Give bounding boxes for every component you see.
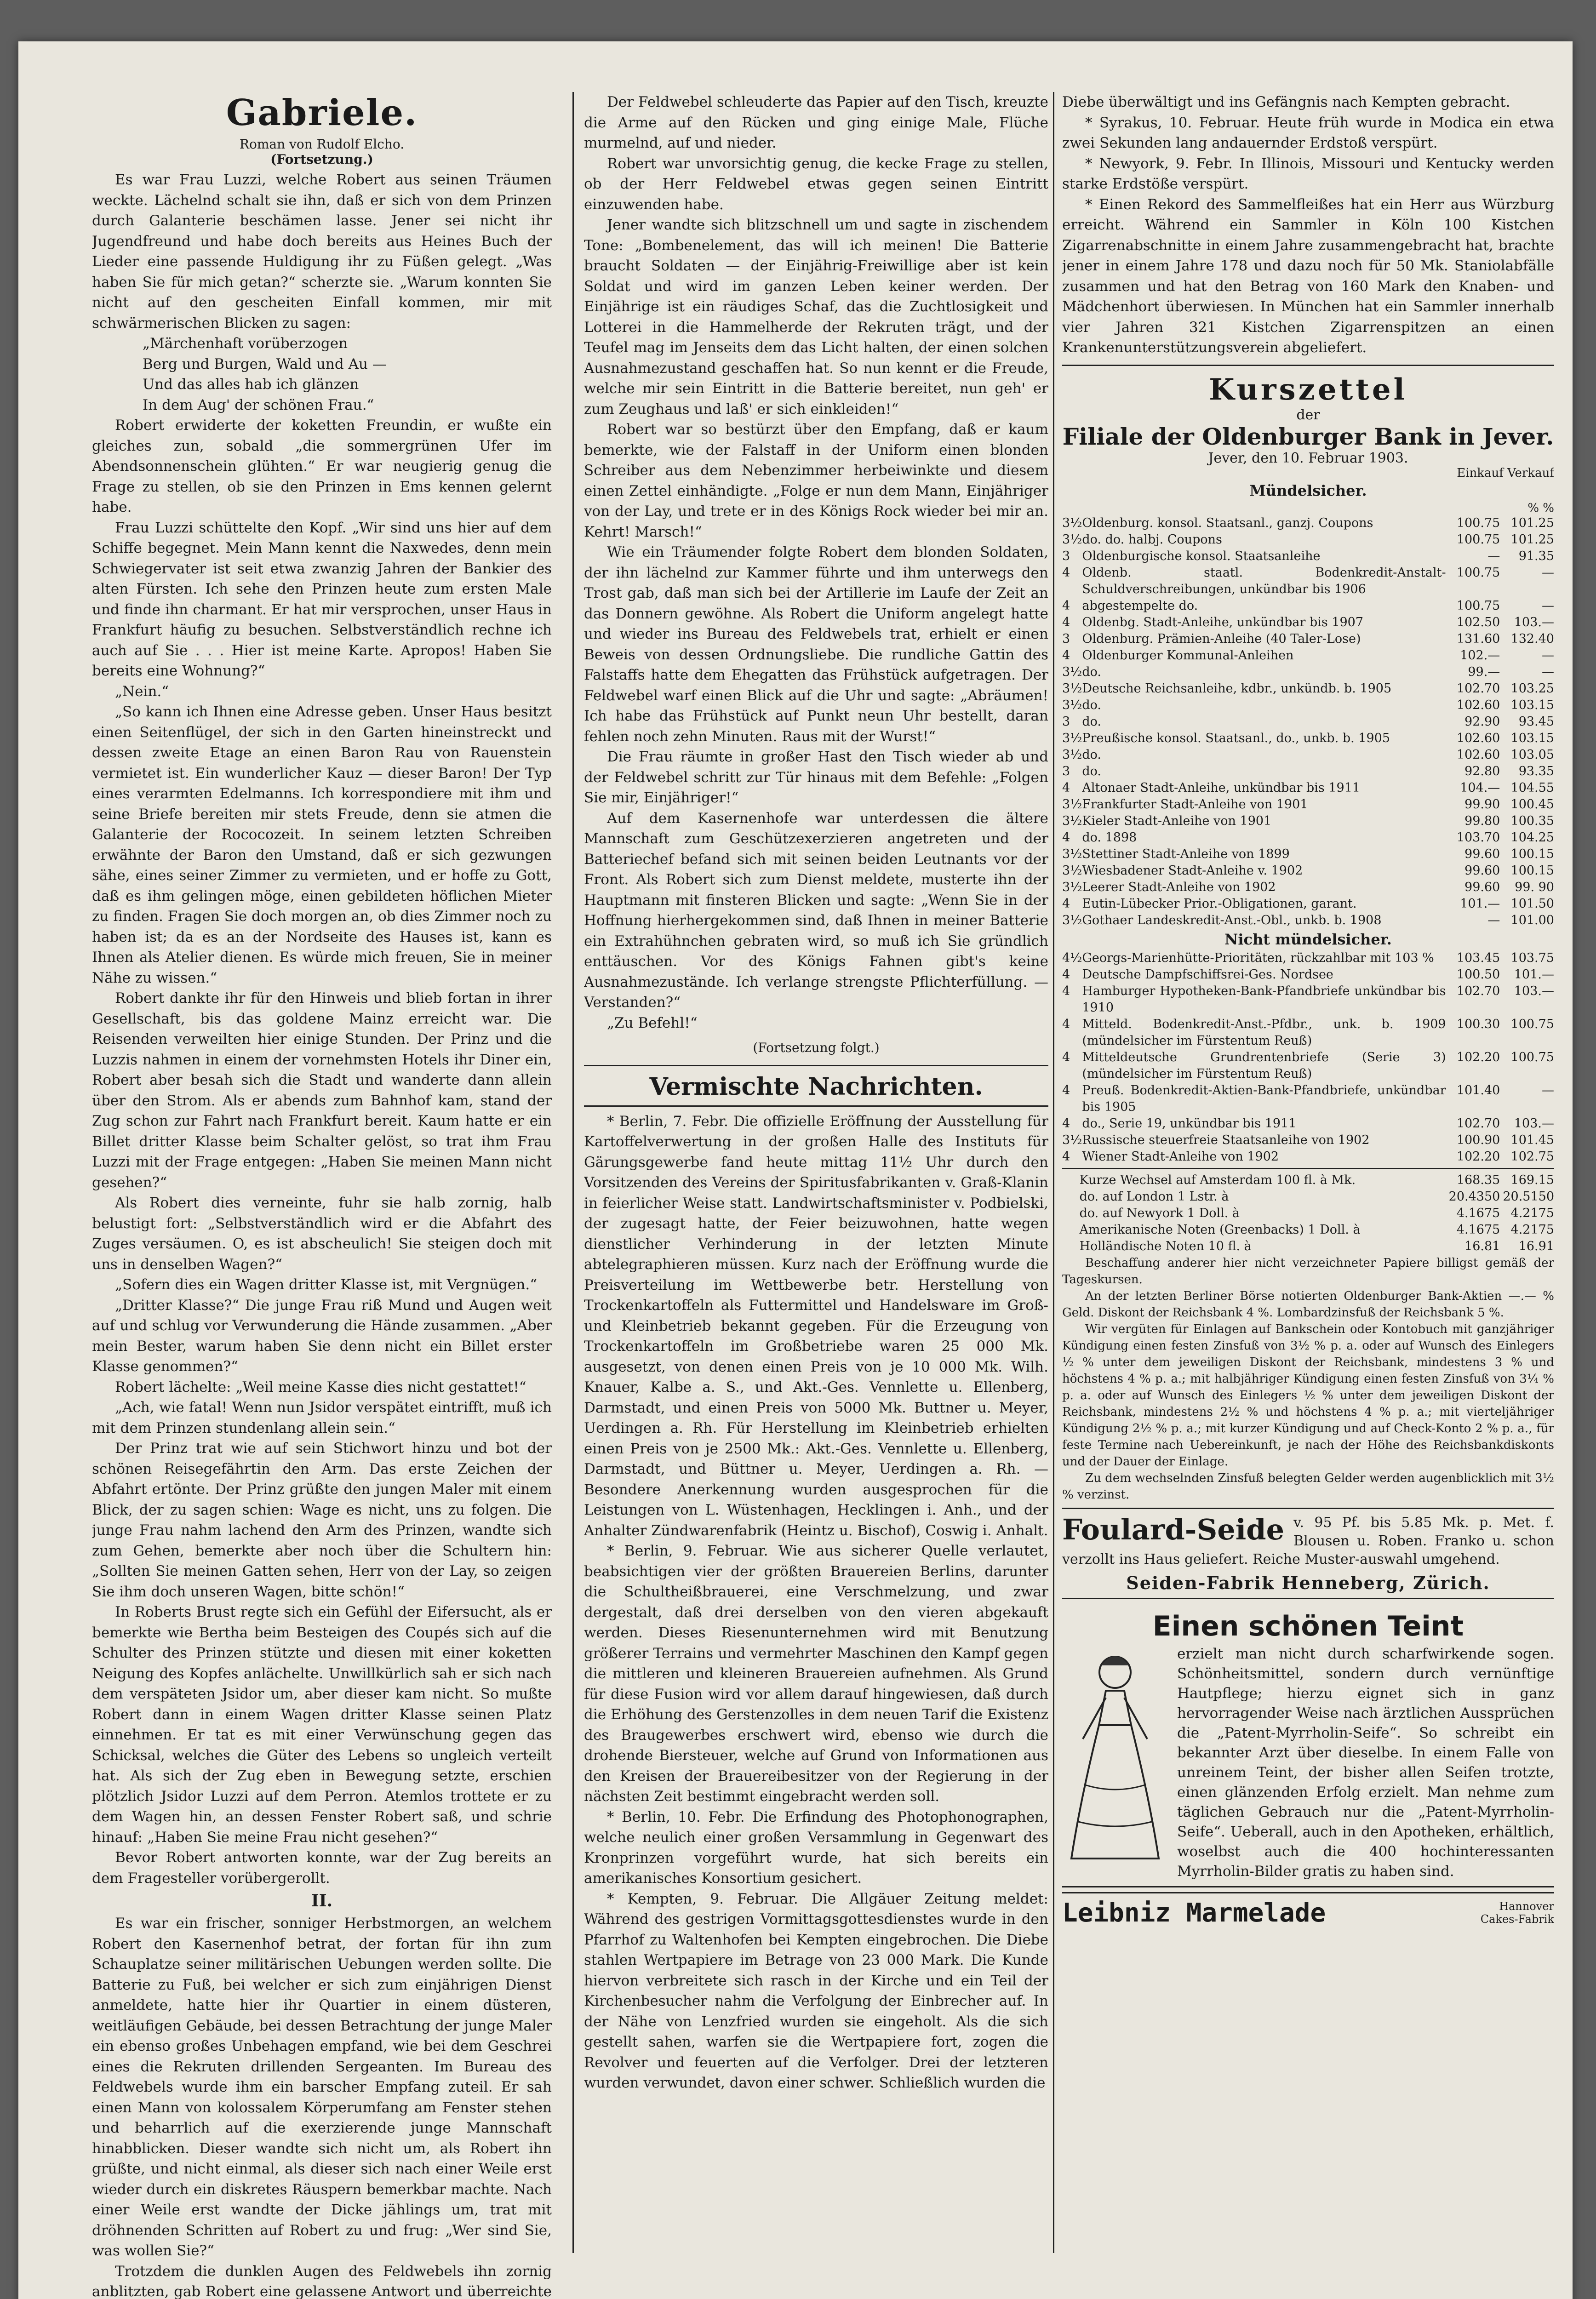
rate-row — [1062, 565, 1554, 598]
news-item: * Syrakus, 10. Februar. Heute früh wurde in Modica ein etwa zwei Sekunden lang andauernder Erdstoß verspürt. — [1062, 114, 1554, 151]
rate-row — [1062, 1149, 1554, 1165]
rate-einkauf: 99.60 — [1464, 880, 1500, 894]
rate-name: do. — [1082, 664, 1102, 679]
rate-einkauf: 102.50 — [1456, 615, 1500, 629]
rate-einkauf: 100.75 — [1456, 515, 1500, 530]
rate-verkauf: 100.75 — [1510, 1017, 1554, 1031]
rates-table-wechsel — [1062, 1172, 1554, 1255]
rate-name: do. — [1082, 764, 1102, 778]
rate-name: Leerer Stadt-Anleihe von 1902 — [1082, 880, 1276, 894]
rate-verkauf: 103.15 — [1510, 731, 1554, 745]
rate-einkauf: — — [1487, 549, 1500, 563]
lady-figure-icon — [1062, 1647, 1168, 1863]
chapter-number: II. — [311, 1891, 333, 1910]
advertisement-teint — [1062, 1604, 1554, 1887]
rate-row — [1062, 780, 1554, 796]
rate-percent — [1062, 1189, 1079, 1205]
news-item: * Kempten, 9. Februar. Die Allgäuer Zeitung meldet: Während des gestrigen Vormittagsgottesdienstes wurde in den Pfarrhof zu Waltenhofen bei Kempten eingebrochen. Die Diebe stahlen Wertpapiere im Betrage von 23 000 Mark. Die Kunde hiervon verbreitete sich rasch in der Kirche und ein Teil der Kirchenbesucher nahm die Verfolgung der Einbrecher auf. In der Nähe von Lenzfried wurden sie eingeholt. Als die sich gestellt sahen, warfen sie die Wertpapiere fort, zogen die Revolver und feuerten auf die Verfolger. Drei der letzteren wurden verwundet, davon einer schwer. Schließlich wurden die — [584, 1890, 1048, 2091]
ad-headline: Einen schönen Teint — [1152, 1610, 1464, 1642]
rate-row — [1062, 681, 1554, 697]
paragraph: Jener wandte sich blitzschnell um und sagte in zischendem Tone: „Bombenelement, das will ich meinen! Die Batterie braucht Soldaten — der Einjährig-Freiwillige aber ist kein Soldat und wird im ganzen Leben keiner werden. Der Einjährige ist ein räudiges Schaf, das die Zuchtlosigkeit und Lotterei in die Hammelherde der Rekruten trägt, und der Teufel mag im Jenseits dem das Licht halten, der einen solchen Ausnahmezustand geschaffen hat. So nun kennt er die Freude, welche mir sein Eintritt in die Batterie bereitet, nun geh' er zum Zeughaus und laß' er sich einkleiden!“ — [584, 217, 1048, 417]
rate-verkauf: — — [1542, 565, 1554, 580]
rate-einkauf: 102.70 — [1456, 984, 1500, 998]
rate-verkauf: 103.05 — [1510, 747, 1554, 762]
rate-row — [1062, 730, 1554, 747]
section-divider — [584, 1105, 1048, 1107]
rate-percent: 3½ — [1062, 681, 1082, 696]
paragraph: Wie ein Träumender folgte Robert dem blonden Soldaten, der ihn lächelnd zur Kammer führte und ihm unterwegs den Trost gab, daß man sich bei der Artillerie im Laufe der Zeit an das Donnern gewöhne. Als Robert die Uniform angelegt hatte und wieder ins Bureau des Feldwebels trat, erhielt er einen Beweis von dessen Ordnungsliebe. Die rundliche Gattin des Falstaffs hatte dem Ehegatten das Frühstück aufgetragen. Der Feldwebel warf einen Blick auf die Uhr und sagte: „Abräumen! Ich habe das Frühstück auf Punkt neun Uhr bestellt, daran fehlen noch zehn Minuten. Raus mit der Wurst!“ — [584, 544, 1048, 745]
rate-verkauf: 104.55 — [1510, 780, 1554, 795]
rate-percent: 4 — [1062, 830, 1070, 845]
rate-name: Russische steuerfreie Staatsanleihe von 1902 — [1082, 1132, 1370, 1147]
rate-verkauf: — — [1542, 598, 1554, 613]
rate-einkauf: 103.70 — [1456, 830, 1500, 845]
rate-einkauf: 100.30 — [1456, 1017, 1500, 1031]
rate-row — [1062, 863, 1554, 879]
rate-verkauf: 4.2175 — [1510, 1206, 1554, 1220]
rate-name: Holländische Noten 10 fl. à — [1079, 1239, 1252, 1253]
rate-name: do., Serie 19, unkündbar bis 1911 — [1082, 1116, 1297, 1131]
news-item: Diebe überwältigt und ins Gefängnis nach Kempten gebracht. — [1062, 94, 1510, 110]
rate-einkauf: 4.1675 — [1456, 1206, 1500, 1220]
rate-name: Hamburger Hypotheken-Bank-Pfandbriefe unkündbar bis 1910 — [1082, 984, 1446, 1015]
rate-name: Oldenb. staatl. Bodenkredit-Anstalt-Schuldverschreibungen, unkündbar bis 1906 — [1082, 565, 1446, 596]
rate-name: Preußische konsol. Staatsanl., do., unkb. b. 1905 — [1082, 731, 1390, 745]
rate-name: Mitteld. Bodenkredit-Anst.-Pfdbr., unk. b. 1909 (mündelsicher im Fürstentum Reuß) — [1082, 1017, 1446, 1048]
rate-name: Frankfurter Stadt-Anleihe von 1901 — [1082, 797, 1308, 812]
rate-percent — [1062, 1172, 1079, 1189]
rate-name: Preuß. Bodenkredit-Aktien-Bank-Pfandbriefe, unkündbar bis 1905 — [1082, 1083, 1446, 1114]
rate-verkauf: 101.25 — [1510, 532, 1554, 547]
rate-name: Wiener Stadt-Anleihe von 1902 — [1082, 1149, 1279, 1164]
rate-name: do. — [1082, 698, 1102, 712]
rate-percent: 3½ — [1062, 731, 1082, 745]
rate-percent: 4 — [1062, 780, 1070, 795]
rate-percent: 4 — [1062, 615, 1070, 629]
rate-percent: 4 — [1062, 967, 1070, 982]
section-heading: Vermischte Nachrichten. — [649, 1072, 983, 1101]
rate-row — [1062, 548, 1554, 565]
paragraph: „Nein.“ — [115, 683, 169, 700]
rate-verkauf: 103.15 — [1510, 698, 1554, 712]
rate-einkauf: 100.75 — [1456, 532, 1500, 547]
rate-einkauf: 100.75 — [1456, 565, 1500, 580]
rate-name: Oldenburg. Prämien-Anleihe (40 Taler-Lose) — [1082, 631, 1361, 646]
ad-subtitle — [1481, 1900, 1554, 1926]
rate-verkauf: 16.91 — [1518, 1239, 1554, 1253]
rate-einkauf: 99.— — [1468, 664, 1500, 679]
rate-name: do. do. halbj. Coupons — [1082, 532, 1222, 547]
rate-percent: 3½ — [1062, 698, 1082, 712]
rate-percent: 3½ — [1062, 1132, 1082, 1147]
rate-verkauf: 100.15 — [1510, 846, 1554, 861]
rate-verkauf: 100.45 — [1510, 797, 1554, 812]
rate-row — [1062, 631, 1554, 647]
rate-verkauf: 101.— — [1514, 967, 1554, 982]
rate-percent: 3½ — [1062, 846, 1082, 861]
kurszettel-note: Wir vergüten für Einlagen auf Bankschein oder Kontobuch mit ganzjähriger Kündigung einen festen Zinsfuß von 3½ % p. a. oder auf Wunsch des Einlegers ½ % unter dem jeweiligen Diskont der Reichsbank, mindestens 3 % und höchstens 4 % p. a.; mit halbjähriger Kündigung einen festen Zinsfuß von 3¼ % p. a. oder auf Wunsch des Einlegers ½ % unter dem jeweiligen Diskont der Reichsbank, mindestens 2½ % und höchstens 4 % p. a.; mit vierteljähriger Kündigung 2½ % p. a.; mit kurzer Kündigung und auf Check-Konto 2 % p. a., für feste Termine nach Uebereinkunft, je nach der Höhe des Reichsbankdiskonts und der Dauer der Einlage. — [1062, 1322, 1554, 1469]
section-divider — [584, 1065, 1048, 1066]
rate-percent: 3½ — [1062, 813, 1082, 828]
rate-verkauf: 100.75 — [1510, 1050, 1554, 1064]
rate-row — [1062, 829, 1554, 846]
rate-verkauf: 132.40 — [1510, 631, 1554, 646]
rate-percent: 3 — [1062, 764, 1070, 778]
rate-percent: 3½ — [1062, 913, 1082, 927]
rate-verkauf: 4.2175 — [1510, 1222, 1554, 1237]
rate-einkauf: 101.— — [1460, 896, 1500, 911]
rate-verkauf: 169.15 — [1510, 1172, 1554, 1187]
rates-table-muendelsicher — [1062, 515, 1554, 929]
rate-name: Stettiner Stadt-Anleihe von 1899 — [1082, 846, 1290, 861]
rate-verkauf: 103.— — [1514, 1116, 1554, 1131]
rate-verkauf: 20.5150 — [1503, 1189, 1554, 1204]
rate-row — [1062, 598, 1554, 614]
rate-row — [1062, 532, 1554, 548]
column-headers: Einkauf Verkauf — [1457, 466, 1554, 480]
rate-percent: 4 — [1062, 1050, 1070, 1064]
rate-name: Altonaer Stadt-Anleihe, unkündbar bis 1911 — [1082, 780, 1361, 795]
percent-headers: % % — [1527, 501, 1554, 515]
column-divider — [1053, 92, 1054, 2253]
kurszettel-note: Zu dem wechselnden Zinsfuß belegten Gelder werden augenblicklich mit 3½ % verzinst. — [1062, 1471, 1554, 1502]
rate-verkauf: 100.15 — [1510, 863, 1554, 878]
paragraph: Der Feldwebel schleuderte das Papier auf den Tisch, kreuzte die Arme auf den Rücken und ging einige Male, Flüche murmelnd, auf und nieder. — [584, 94, 1048, 151]
paragraph: Robert dankte ihr für den Hinweis und blieb fortan in ihrer Gesellschaft, bis das goldene Mainz erreicht war. Die Reisenden verweilten hier einige Stunden. Der Prinz und die Luzzis nahmen in einem der vornehmsten Hotels ihr Diner ein, Robert aber besah sich die Stadt und wanderte dann allein über den Strom. Als er abends zum Bahnhof kam, stand der Zug schon zur Fahrt nach Frankfurt bereit. Kaum hatte er ein Billet dritter Klasse beim Schalter gelöst, so trat ihm Frau Luzzi mit der Frage entgegen: „Haben Sie meinen Mann nicht gesehen?“ — [92, 990, 552, 1191]
kurszettel-note: An der letzten Berliner Börse notierten Oldenburger Bank-Aktien —.— % Geld. Diskont der Reichsbank 4 %. Lombardzinsfuß der Reichsbank 5 %. — [1062, 1289, 1554, 1320]
rate-row — [1062, 515, 1554, 532]
rate-einkauf: 100.75 — [1456, 598, 1500, 613]
paragraph: Robert war unvorsichtig genug, die kecke Frage zu stellen, ob der Herr Feldwebel etwas gegen seinen Eintritt einzuwenden habe. — [584, 155, 1048, 213]
paragraph: Bevor Robert antworten konnte, war der Zug bereits an dem Fragesteller vorübergerollt. — [92, 1849, 552, 1887]
rate-verkauf: 91.35 — [1518, 549, 1554, 563]
rate-einkauf: 4.1675 — [1456, 1222, 1500, 1237]
rate-row — [1062, 1049, 1554, 1082]
column-divider — [572, 92, 574, 2253]
story-author: Roman von Rudolf Elcho. — [239, 137, 405, 152]
rate-einkauf: 99.60 — [1464, 863, 1500, 878]
ad-brand: Leibniz Marmelade — [1062, 1898, 1326, 1928]
column-right — [1062, 92, 1554, 1928]
rate-einkauf: 99.80 — [1464, 813, 1500, 828]
bank-name: Filiale der Oldenburger Bank in Jever. — [1062, 423, 1554, 450]
paragraph: Trotzdem die dunklen Augen des Feldwebels ihn zornig anblitzten, gab Robert eine gelassene Antwort und überreichte — [92, 2263, 552, 2299]
rate-percent: 3½ — [1062, 797, 1082, 812]
rate-row — [1062, 983, 1554, 1016]
rate-verkauf: 101.50 — [1510, 896, 1554, 911]
rate-percent: 4½ — [1062, 950, 1082, 965]
rate-name: abgestempelte do. — [1082, 598, 1198, 613]
rate-name: Eutin-Lübecker Prior.-Obligationen, garant. — [1082, 896, 1357, 911]
rate-name: Oldenburger Kommunal-Anleihen — [1082, 648, 1294, 663]
rate-einkauf: 92.90 — [1464, 714, 1500, 729]
rate-einkauf: 103.45 — [1456, 950, 1500, 965]
rate-einkauf: 99.90 — [1464, 797, 1500, 812]
rate-einkauf: 100.50 — [1456, 967, 1500, 982]
rate-row — [1062, 912, 1554, 929]
rate-percent: 4 — [1062, 648, 1070, 663]
poem-line: Und das alles hab ich glänzen — [143, 376, 359, 393]
kurszettel-date: Jever, den 10. Februar 1903. — [1208, 450, 1408, 466]
paragraph: „So kann ich Ihnen eine Adresse geben. Unser Haus besitzt einen Seitenflügel, der sich in den Garten hineinstreckt und dessen zweite Etage an einen Baron Rau von Rauenstein vermietet ist. Ein wunderlicher Kauz — dieser Baron! Der Typ eines verarmten Edelmanns. Ich korrespondiere mit ihm und seine Briefe bereiten mir stets Freude, denn sie atmen die Galanterie der Rococozeit. In seinem letzten Schreiben erwähnte der Baron den Umstand, daß er sich gezwungen sähe, eines seiner Zimmer zu vermieten, und er hoffe zu Gott, daß es ihm gelingen möge, einen gebildeten höflichen Mieter zu finden. Fragen Sie doch morgen an, ob dies Zimmer noch zu haben ist; da es an der Nordseite des Hauses ist, kann es Ihnen als Atelier dienen. Es würde mich freuen, Sie in meiner Nähe zu wissen.“ — [92, 703, 552, 986]
rate-verkauf: 102.75 — [1510, 1149, 1554, 1164]
rate-einkauf: 102.60 — [1456, 698, 1500, 712]
rate-percent: 4 — [1062, 565, 1070, 580]
rate-row — [1062, 1172, 1554, 1189]
rate-einkauf: 102.60 — [1456, 731, 1500, 745]
rate-percent: 4 — [1062, 1083, 1070, 1098]
continuation-note: (Fortsetzung.) — [270, 152, 373, 167]
rate-row — [1062, 714, 1554, 730]
rate-einkauf: — — [1487, 913, 1500, 927]
rate-einkauf: 102.70 — [1456, 1116, 1500, 1131]
poem-line: In dem Aug' der schönen Frau.“ — [143, 396, 374, 413]
kurszettel-section: Mündelsicher. — [1249, 481, 1367, 499]
continuation-note: (Fortsetzung folgt.) — [753, 1040, 880, 1055]
poem-line: Berg und Burgen, Wald und Au — — [143, 355, 387, 372]
paragraph: Es war Frau Luzzi, welche Robert aus seinen Träumen weckte. Lächelnd schalt sie ihn, daß er sich von dem Prinzen durch Galanterie beschämen lasse. Jener sei nicht ihr Jugendfreund und habe doch bereits aus Heines Buch der Lieder eine passende Huldigung ihr zu Füßen gelegt. „Was haben Sie für mich getan?“ scherzte sie. „Warum konnten Sie nicht auf den gescheiten Einfall kommen, mir mit schwärmerischen Blicken zu sagen: — [92, 172, 552, 332]
paragraph: Robert erwiderte der koketten Freundin, er wußte ein gleiches zun, sobald „die sommergrünen Ufer im Abendsonnenschein glühten.“ Er war neugierig genug die Frage zu stellen, ob sie den Prinzen in Ems kennen gelernt habe. — [92, 417, 552, 515]
paragraph: Robert war so bestürzt über den Empfang, daß er kaum bemerkte, wie der Falstaff in der Uniform einen blonden Schreiber aus dem Nebenzimmer herbeiwinkte und diesem einen Zettel einhändigte. „Folge er nun dem Mann, Einjähriger von der Lay, und trete er in des Königs Rock wieder bei mir an. Kehrt! Marsch!“ — [584, 421, 1048, 540]
rate-row — [1062, 950, 1554, 966]
rate-einkauf: 99.60 — [1464, 846, 1500, 861]
news-item: * Berlin, 9. Februar. Wie aus sicherer Quelle verlautet, beabsichtigen vier der größten Brauereien Berlins, darunter die Schultheißbrauerei, eine Verschmelzung, und zwar dergestalt, daß drei derselben von den vieren abgekauft werden. Dieses Riesenunternehmen wird mit Benutzung größerer Terrains und vermehrter Maschinen den Kampf gegen die mittleren und kleineren Brauereien aufnehmen. Als Grund für diese Fusion wird vor allem darauf hingewiesen, daß durch die Erhöhung des Gerstenzolles in dem neuen Tarif die Existenz des Braugewerbes erschwert wird, ebenso wie durch die drohende Biersteuer, welche auf Grund von Informationen aus den Kreisen der Brauereibesitzer von der Regierung in der nächsten Zeit bestimmt eingebracht werden soll. — [584, 1543, 1048, 1805]
rate-percent: 3½ — [1062, 880, 1082, 894]
rate-einkauf: 102.60 — [1456, 747, 1500, 762]
rate-row — [1062, 614, 1554, 631]
rate-percent — [1062, 1238, 1079, 1255]
rate-verkauf: — — [1542, 648, 1554, 663]
rate-row — [1062, 1222, 1554, 1238]
column-feuilleton — [92, 92, 552, 2299]
rate-einkauf: 102.70 — [1456, 681, 1500, 696]
rate-name: Amerikanische Noten (Greenbacks) 1 Doll. à — [1079, 1222, 1361, 1237]
rate-verkauf: 101.00 — [1510, 913, 1554, 927]
rate-name: do. — [1082, 747, 1102, 762]
rate-verkauf: 101.45 — [1510, 1132, 1554, 1147]
kurszettel-title: Kurszettel — [1209, 372, 1407, 407]
rate-row — [1062, 813, 1554, 829]
newspaper-page — [18, 41, 1573, 2299]
rate-percent — [1062, 1205, 1079, 1222]
rate-percent: 4 — [1062, 896, 1070, 911]
section-divider — [1062, 365, 1554, 366]
column-middle — [584, 92, 1048, 2093]
paragraph: Auf dem Kasernenhofe war unterdessen die ältere Mannschaft zum Geschützexerzieren angetreten und der Batteriechef befand sich mit seinen beiden Leutnants vor der Front. Als Robert sich zum Dienst meldete, musterte ihn der Hauptmann mit finsteren Blicken und sagte: „Wenn Sie in der Hoffnung hierhergekommen sind, daß Ihnen in meiner Batterie ein Extrahühnchen gebraten wird, so muß ich Sie gründlich enttäuschen. Vor des Königs Fahnen gibt's keine Ausnahmezustände. Ich verlange strengste Pflichterfüllung. — Verstanden?“ — [584, 810, 1048, 1011]
advertisement-leibniz — [1062, 1892, 1554, 1928]
paragraph: Frau Luzzi schüttelte den Kopf. „Wir sind uns hier auf dem Schiffe begegnet. Mein Mann kennt die Naxwedes, denn mein Schwiegervater ist seit etwa zwanzig Jahren der Bankier des alten Fürsten. Ich sehe den Prinzen heute zum ersten Male und finde ihn charmant. Er hat mir versprochen, unser Haus in Frankfurt häufig zu besuchen. Selbstverständlich rechne ich auch auf Sie . . . Hier ist meine Karte. Apropos! Haben Sie bereits eine Wohnung?“ — [92, 519, 552, 679]
rate-percent: 3½ — [1062, 863, 1082, 878]
rate-name: Oldenbg. Stadt-Anleihe, unkündbar bis 1907 — [1082, 615, 1364, 629]
rate-verkauf: — — [1542, 664, 1554, 679]
rate-percent: 4 — [1062, 1017, 1070, 1031]
story-title: Gabriele. — [226, 92, 418, 134]
rate-row — [1062, 1189, 1554, 1205]
rate-verkauf: 99. 90 — [1515, 880, 1554, 894]
rate-row — [1062, 846, 1554, 863]
kurszettel-note: Beschaffung anderer hier nicht verzeichneter Papiere billigst gemäß der Tageskursen. — [1062, 1256, 1554, 1287]
rate-percent: 4 — [1062, 1116, 1070, 1131]
rate-einkauf: 20.4350 — [1448, 1189, 1500, 1204]
paragraph: Robert lächelte: „Weil meine Kasse dies nicht gestattet!“ — [115, 1378, 526, 1395]
kurszettel-der: der — [1296, 406, 1320, 423]
paragraph: In Roberts Brust regte sich ein Gefühl der Eifersucht, als er bemerkte wie Bertha beim Besteigen des Coupés sich auf die Schulter des Prinzen stützte und diesen mit einer koketten Neigung des Kopfes anlächelte. Unwillkürlich sah er sich nach dem verspäteten Jsidor um, aber dieser kam nicht. So mußte Robert dann in einem Wagen dritter Klasse seinen Platz einnehmen. Er tat es mit einer Verwünschung gegen das Schicksal, welches die Güter des Lebens so ungleich verteilt hat. Als sich der Zug eben in Bewegung setzte, erschien plötzlich Jsidor Luzzi auf dem Perron. Atemlos trottete er zu dem Wagen hin, an dessen Fenster Robert saß, und schrie hinauf: „Haben Sie meine Frau nicht gesehen?“ — [92, 1604, 552, 1846]
rate-name: Georgs-Marienhütte-Prioritäten, rückzahlbar mit 103 % — [1082, 950, 1434, 965]
rate-row — [1062, 796, 1554, 813]
paragraph: „Zu Befehl!“ — [607, 1014, 698, 1031]
rate-row — [1062, 697, 1554, 714]
rate-row — [1062, 1205, 1554, 1222]
rate-row — [1062, 664, 1554, 681]
rate-row — [1062, 1016, 1554, 1049]
rate-einkauf: 102.20 — [1456, 1050, 1500, 1064]
rate-einkauf: 168.35 — [1456, 1172, 1500, 1187]
rate-percent: 3½ — [1062, 664, 1082, 679]
rate-row — [1062, 763, 1554, 780]
news-item: * Berlin, 10. Febr. Die Erfindung des Photophonographen, welche neulich einer großen Versammlung in Gegenwart des Kronprinzen vorgeführt wurde, hat sich bereits ein amerikanisches Konsortium gesichert. — [584, 1808, 1048, 1887]
rate-einkauf: 100.90 — [1456, 1132, 1500, 1147]
rate-verkauf: 93.45 — [1518, 714, 1554, 729]
rate-einkauf: 92.80 — [1464, 764, 1500, 778]
rate-name: Deutsche Dampfschiffsrei-Ges. Nordsee — [1082, 967, 1333, 982]
rate-verkauf: 101.25 — [1510, 515, 1554, 530]
rate-row — [1062, 1132, 1554, 1149]
paragraph: Als Robert dies verneinte, fuhr sie halb zornig, halb belustigt fort: „Selbstverständlich wird er die Abfahrt des Zuges versäumen. O, es ist abscheulich! Sie steigen doch mit uns in denselben Wagen?“ — [92, 1195, 552, 1273]
paragraph: Der Prinz trat wie auf sein Stichwort hinzu und bot der schönen Reisegefährtin den Arm. Das erste Zeichen der Abfahrt ertönte. Der Prinz grüßte den jungen Maler mit einem Blick, der zu sagen schien: Wage es nicht, uns zu folgen. Die junge Frau nahm lachend den Arm des Prinzen, wandte sich zum Gehen, bemerkte aber noch über die Schultern hin: „Sollten Sie meinen Gatten sehen, Herr von der Lay, so zeigen Sie ihm doch unseren Wagen, bitte schön!“ — [92, 1440, 552, 1600]
rate-percent: 4 — [1062, 984, 1070, 998]
rate-name: Gothaer Landeskredit-Anst.-Obl., unkb. b. 1908 — [1082, 913, 1382, 927]
advertisement-foulard — [1062, 1508, 1554, 1599]
rate-row — [1062, 966, 1554, 983]
rate-verkauf: 103.75 — [1510, 950, 1554, 965]
rate-name: Oldenburgische konsol. Staatsanleihe — [1082, 549, 1321, 563]
ad-city: Hannover — [1499, 1900, 1554, 1913]
rate-verkauf: 103.— — [1514, 984, 1554, 998]
rate-einkauf: 16.81 — [1464, 1239, 1500, 1253]
rate-row — [1062, 1115, 1554, 1132]
paragraph: „Ach, wie fatal! Wenn nun Jsidor verspätet eintrifft, muß ich mit dem Prinzen stundenlang allein sein.“ — [92, 1399, 552, 1436]
rate-name: Deutsche Reichsanleihe, kdbr., unkündb. b. 1905 — [1082, 681, 1392, 696]
rate-name: Kieler Stadt-Anleihe von 1901 — [1082, 813, 1272, 828]
rate-name: Wiesbadener Stadt-Anleihe v. 1902 — [1082, 863, 1303, 878]
paragraph: „Dritter Klasse?“ Die junge Frau riß Mund und Augen weit auf und schlug vor Verwunderung die Hände zusammen. „Aber mein Bester, warum haben Sie denn nicht ein Billet erster Klasse genommen?“ — [92, 1297, 552, 1375]
paragraph: Die Frau räumte in großer Hast den Tisch wieder ab und der Feldwebel schritt zur Tür hinaus mit dem Befehle: „Folgen Sie mir, Einjähriger!“ — [584, 749, 1048, 806]
ad-text: v. 95 Pf. bis 5.85 Mk. p. Met. f. Blousen u. Roben. Franko u. schon verzollt ins Haus geliefert. Reiche Muster-auswahl umgehend. — [1062, 1514, 1554, 1567]
rate-percent: 4 — [1062, 598, 1070, 613]
paragraph: Es war ein frischer, sonniger Herbstmorgen, an welchem Robert den Kasernenhof betrat, der fortan für ihn zum Schauplatze seiner militärischen Uebungen werden sollte. Die Batterie zu Fuß, bei welcher er sich zum einjährigen Dienst anmeldete, hatte hier ihr Quartier in einem düsteren, weitläufigen Gebäude, bei dessen Betrachtung der junge Maler ein ebenso großes Unbehagen empfand, wie bei dem Geschrei eines die Rekruten drillenden Sergeanten. Im Bureau des Feldwebels wurde ihm ein barscher Empfang zuteil. Er sah einen Mann von kolossalem Körperumfang am Fenster stehen und beharrlich auf die exerzierende junge Mannschaft hinabblicken. Dieser wandte sich nicht um, als Robert ihn grüßte, und nicht einmal, als dieser sich nach einer Weile erst wieder durch ein diskretes Räuspern bemerkbar machte. Nach einer Weile erst wandte der Dicke jählings um, trat mit dröhnenden Schritten auf Robert zu und frug: „Wer sind Sie, was wollen Sie?“ — [92, 1915, 552, 2259]
table-divider — [1062, 1168, 1554, 1169]
rate-name: Kurze Wechsel auf Amsterdam 100 fl. à Mk. — [1079, 1172, 1356, 1187]
rate-name: do. auf London 1 Lstr. à — [1079, 1189, 1229, 1204]
rate-verkauf: 104.25 — [1510, 830, 1554, 845]
rate-percent: 3 — [1062, 714, 1070, 729]
rate-percent: 3½ — [1062, 532, 1082, 547]
rate-row — [1062, 747, 1554, 763]
rate-percent: 3½ — [1062, 515, 1082, 530]
rate-name: Oldenburg. konsol. Staatsanl., ganzj. Coupons — [1082, 515, 1373, 530]
rate-verkauf: 93.35 — [1518, 764, 1554, 778]
rate-name: do. 1898 — [1082, 830, 1137, 845]
news-item: * Newyork, 9. Febr. In Illinois, Missouri und Kentucky werden starke Erdstöße verspürt. — [1062, 155, 1554, 192]
poem-line: „Märchenhaft vorüberzogen — [143, 335, 348, 352]
rate-row — [1062, 647, 1554, 664]
rate-einkauf: 102.20 — [1456, 1149, 1500, 1164]
rate-name: do. — [1082, 714, 1102, 729]
rate-verkauf: — — [1542, 1083, 1554, 1098]
rate-row — [1062, 879, 1554, 896]
news-item: * Einen Rekord des Sammelfleißes hat ein Herr aus Würzburg erreicht. Während ein Sammler in Köln 100 Kistchen Zigarrenabschnitte in einem Jahre zusammengebracht hat, brachte jener in einem Jahre 178 und dazu noch für 50 Mk. Staniolabfälle zusammen und hat den Betrag von 160 Mark den Knaben- und Mädchenhort überwiesen. In München hat ein Sammler innerhalb vier Jahren 321 Kistchen Zigarrenspitzen an einen Krankenunterstützungsverein abgeliefert. — [1062, 196, 1554, 356]
rate-percent: 4 — [1062, 1149, 1070, 1164]
ad-brand: Foulard-Seide — [1062, 1512, 1285, 1546]
rate-percent: 3 — [1062, 631, 1070, 646]
rate-einkauf: 104.— — [1460, 780, 1500, 795]
rate-row — [1062, 1082, 1554, 1115]
rate-name: do. auf Newyork 1 Doll. à — [1079, 1206, 1240, 1220]
ad-text: erzielt man nicht durch scharfwirkende sogen. Schönheitsmittel, sondern durch vernünftige Hautpflege; hierzu eignet sich in ganz hervorragender Weise nach ärztlichen Aussprüchen die „Patent-Myrrholin-Seife“. So schreibt ein bekannter Arzt über dieselbe. In einem Falle von unreinem Teint, der bisher allen Seifen trotzte, einen glänzenden Erfolg erzielt. Man nehme zum täglichen Gebrauch nur die „Patent-Myrrholin-Seife“. Ueberall, auch in den Apotheken, erhältlich, woselbst auch die 400 hochinteressanten Myrrholin-Bilder gratis zu haben sind. — [1177, 1645, 1554, 1880]
ad-company: Seiden-Fabrik Henneberg, Zürich. — [1126, 1572, 1490, 1593]
rate-row — [1062, 1238, 1554, 1255]
rate-einkauf: 101.40 — [1456, 1083, 1500, 1098]
rate-percent — [1062, 1222, 1079, 1238]
rate-verkauf: 103.25 — [1510, 681, 1554, 696]
rate-verkauf: 103.— — [1514, 615, 1554, 629]
ad-company: Cakes-Fabrik — [1480, 1913, 1554, 1926]
news-item: * Berlin, 7. Febr. Die offizielle Eröffnung der Ausstellung für Kartoffelverwertung in der großen Halle des Instituts für Gärungsgewerbe fand heute mittag 11½ Uhr durch den Vorsitzenden des Vereins der Spiritusfabrikanten v. Graß-Klanin in feierlicher Weise statt. Landwirtschaftsminister v. Podbielski, der zugesagt hatte, der Feier beizuwohnen, hatte wegen dienstlicher Verhinderung in der letzten Minute abtelegraphieren müssen. Kurz nach der Eröffnung wurde die Preisverteilung im Wettbewerbe betr. Herstellung von Trockenkartoffeln als Futtermittel und Handelsware im Groß- und Kleinbetrieb bekannt gegeben. Für die Erzeugung von Trockenkartoffeln im Großbetriebe waren 25 000 Mk. ausgesetzt, von denen einen Preis von je 10 000 Mk. Wilh. Knauer, Kalbe a. S., und Akt.-Ges. Vennlette u. Ellenberg, Darmstadt, und einen Preis von 5000 Mk. Buttner u. Meyer, Uerdingen a. Rh. Für Herstellung im Kleinbetrieb erhielten einen Preis von je 2500 Mk.: Akt.-Ges. Vennlette u. Ellenberg, Darmstadt, und Büttner u. Meyer, Uerdingen a. Rh. — Besondere Anerkennung wurden ausgesprochen für die Leistungen von L. Wüstenhagen, Hecklingen i. Anh., und der Anhalter Zündwarenfabrik (Heintz u. Bischof), Coswig i. Anhalt. — [584, 1113, 1048, 1539]
rate-einkauf: 131.60 — [1456, 631, 1500, 646]
rate-name: Mitteldeutsche Grundrentenbriefe (Serie 3) (mündelsicher im Fürstentum Reuß) — [1082, 1050, 1446, 1081]
paragraph: „Sofern dies ein Wagen dritter Klasse ist, mit Vergnügen.“ — [115, 1276, 538, 1293]
rate-einkauf: 102.— — [1460, 648, 1500, 663]
kurszettel-section: Nicht mündelsicher. — [1224, 930, 1392, 948]
rate-percent: 3 — [1062, 549, 1070, 563]
rate-verkauf: 100.35 — [1510, 813, 1554, 828]
rate-percent: 3½ — [1062, 747, 1082, 762]
rates-table-nicht-muendelsicher — [1062, 950, 1554, 1165]
rate-row — [1062, 896, 1554, 912]
